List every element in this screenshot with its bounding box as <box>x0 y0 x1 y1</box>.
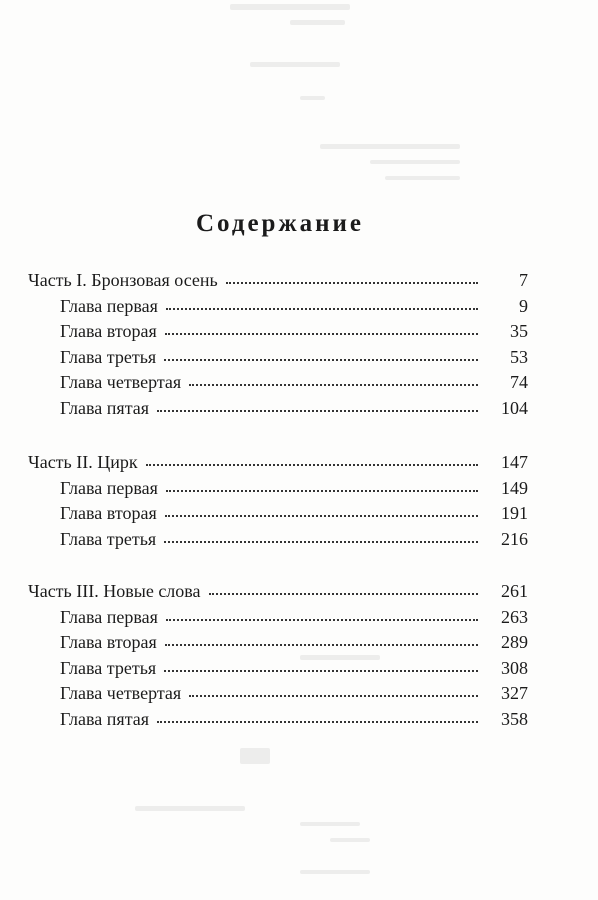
toc-page-number: 53 <box>510 346 528 367</box>
toc-page-number: 216 <box>501 528 528 549</box>
toc-part-1 <box>28 268 528 422</box>
toc-chapter-row[interactable] <box>28 527 528 553</box>
toc-part-label: Часть II. Цирк <box>28 452 138 472</box>
dot-leader <box>157 715 478 723</box>
toc-part-2 <box>28 450 528 552</box>
toc-page-number: 7 <box>519 270 528 290</box>
toc-page-number: 9 <box>519 295 528 316</box>
bleed-through-mark <box>370 160 460 164</box>
bleed-through-mark <box>320 144 460 149</box>
toc-title: Содержание <box>195 210 364 237</box>
bleed-through-mark <box>250 62 340 67</box>
toc-chapter-label: Глава четвертая <box>60 372 182 393</box>
toc-page-number: 261 <box>501 581 528 601</box>
toc-chapter-row[interactable] <box>28 656 528 682</box>
toc-chapter-label: Глава третья <box>60 657 157 678</box>
dot-leader <box>189 689 478 697</box>
dot-leader <box>164 353 478 361</box>
toc-chapter-row[interactable] <box>28 396 528 422</box>
bleed-through-mark <box>330 838 370 842</box>
toc-page-number: 35 <box>510 321 528 342</box>
toc-page-number: 358 <box>501 708 528 729</box>
toc-chapter-row[interactable] <box>28 319 528 345</box>
bleed-through-mark <box>135 806 245 811</box>
toc-chapter-label: Глава вторая <box>60 321 157 342</box>
toc-chapter-row[interactable] <box>28 345 528 371</box>
toc-page-number: 104 <box>501 397 528 418</box>
toc-chapter-label: Глава первая <box>60 295 158 316</box>
toc-chapter-row[interactable] <box>28 707 528 733</box>
toc-page-number: 74 <box>510 372 528 393</box>
toc-page-number: 147 <box>501 452 528 472</box>
dot-leader <box>226 276 478 284</box>
toc-chapter-label: Глава третья <box>60 346 157 367</box>
toc-part-3 <box>28 579 528 733</box>
dot-leader <box>157 404 478 412</box>
dot-leader <box>166 302 478 310</box>
dot-leader <box>165 638 478 646</box>
toc-chapter-row[interactable] <box>28 370 528 396</box>
toc-page-number: 289 <box>501 632 528 653</box>
toc-chapter-label: Глава вторая <box>60 632 157 653</box>
toc-part-row[interactable] <box>28 268 528 294</box>
toc-chapter-label: Глава первая <box>60 477 158 498</box>
toc-part-row[interactable] <box>28 579 528 605</box>
bleed-through-mark <box>385 176 460 180</box>
bleed-through-mark <box>300 96 325 100</box>
bleed-through-mark <box>290 20 345 25</box>
toc-part-label: Часть I. Бронзовая осень <box>28 270 218 290</box>
bleed-through-mark <box>240 748 270 764</box>
toc-page-number: 263 <box>501 606 528 627</box>
dot-leader <box>209 587 478 595</box>
toc-page-number: 191 <box>501 503 528 524</box>
dot-leader <box>189 378 478 386</box>
bleed-through-mark <box>230 4 350 10</box>
toc-chapter-row[interactable] <box>28 476 528 502</box>
bleed-through-mark <box>300 870 370 874</box>
toc-chapter-row[interactable] <box>28 294 528 320</box>
toc-part-label: Часть III. Новые слова <box>28 581 201 601</box>
toc-page-number: 327 <box>501 683 528 704</box>
toc-page-number: 149 <box>501 477 528 498</box>
toc-chapter-row[interactable] <box>28 605 528 631</box>
dot-leader <box>166 484 478 492</box>
toc-chapter-label: Глава пятая <box>60 397 150 418</box>
toc-part-row[interactable] <box>28 450 528 476</box>
toc-chapter-label: Глава третья <box>60 528 157 549</box>
dot-leader <box>165 509 478 517</box>
toc-page-number: 308 <box>501 657 528 678</box>
bleed-through-mark <box>300 822 360 826</box>
dot-leader <box>146 458 478 466</box>
toc-chapter-row[interactable] <box>28 501 528 527</box>
toc-chapter-row[interactable] <box>28 681 528 707</box>
dot-leader <box>166 613 478 621</box>
dot-leader <box>164 664 478 672</box>
toc-chapter-label: Глава четвертая <box>60 683 182 704</box>
dot-leader <box>165 327 478 335</box>
dot-leader <box>164 535 478 543</box>
toc-chapter-label: Глава первая <box>60 606 158 627</box>
toc-chapter-label: Глава вторая <box>60 503 157 524</box>
toc-chapter-row[interactable] <box>28 630 528 656</box>
toc-chapter-label: Глава пятая <box>60 708 150 729</box>
